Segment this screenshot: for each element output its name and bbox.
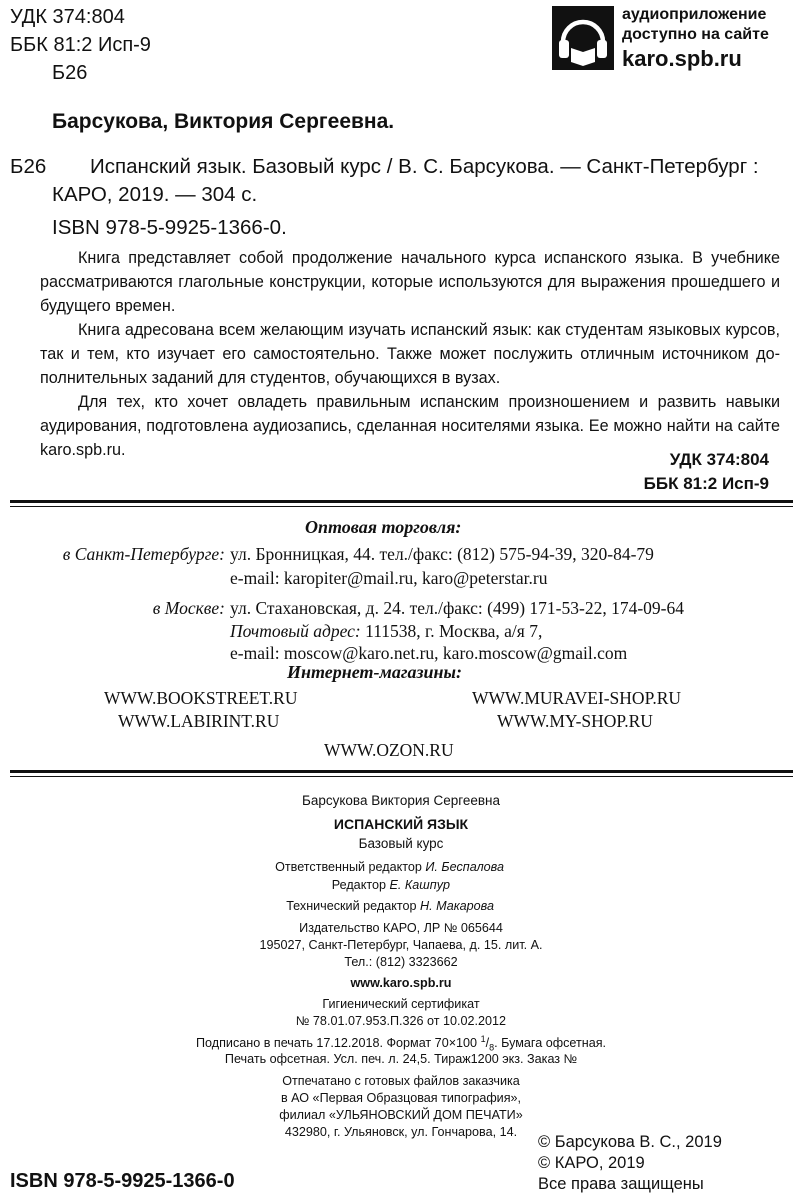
- publisher-address: 195027, Санкт-Петербург, Чапаева, д. 15. лит. А.: [259, 938, 543, 952]
- signed-text-b: . Бумага офсетная.: [494, 1036, 607, 1051]
- cert-number: № 78.01.07.953.П.326 от 10.02.2012: [295, 1014, 507, 1028]
- wholesale-title: Оптовая торговля:: [305, 517, 462, 537]
- headphones-book-icon: [552, 6, 614, 70]
- msk-postal-value: 111538, г. Москва, а/я 7,: [360, 621, 543, 641]
- divider-thin: [10, 506, 793, 507]
- imprint-subtitle: Базовый курс: [358, 836, 444, 851]
- msk-label: в Москве:: [152, 598, 225, 618]
- logo-line-1: аудиоприложение: [622, 6, 767, 23]
- msk-address: ул. Стахановская, д. 24. тел./факс: (499) 171-53-22, 174-09-64: [230, 598, 684, 618]
- editor-name: Е. Кашпур: [389, 878, 450, 892]
- footer-isbn: ISBN 978-5-9925-1366-0: [10, 1170, 235, 1192]
- shop-link-bookstreet[interactable]: WWW.BOOKSTREET.RU: [104, 688, 298, 708]
- udk-code-right: УДК 374:804: [669, 450, 769, 469]
- shops-title: Интернет-магазины:: [287, 662, 462, 682]
- publisher-phone: Тел.: (812) 3323662: [344, 955, 458, 969]
- spb-label: в Санкт-Петербурге:: [62, 544, 225, 564]
- imprint-author: Барсукова Виктория Сергеевна: [301, 793, 501, 808]
- tech-editor-name: Н. Макарова: [420, 899, 494, 913]
- shop-link-ozon[interactable]: WWW.OZON.RU: [324, 740, 454, 760]
- logo-site: karo.spb.ru: [622, 46, 742, 71]
- shop-link-muravei[interactable]: WWW.MURAVEI-SHOP.RU: [472, 688, 682, 708]
- copyright-publisher: © КАРО, 2019: [538, 1154, 645, 1172]
- bbk-code-right: ББК 81:2 Исп-9: [643, 474, 769, 493]
- msk-postal-label: Почтовый адрес:: [230, 621, 361, 641]
- format-fraction-den: 8: [489, 1042, 495, 1053]
- all-rights-reserved: Все права защищены: [538, 1175, 704, 1193]
- signed-line: Подписано в печать 17.12.2018. Формат 70×100 $^1/_8$. Бумага офсетная.: [195, 1034, 607, 1053]
- shop-link-labirint[interactable]: WWW.LABIRINT.RU: [118, 711, 280, 731]
- annotation-paragraph-3: Для тех, кто хочет овладеть правильным испанским произношением и развить навыки аудирования, подготовлена аудиозапись, сделанная носителями языка. Ее можно найти на сайте karo.spb.ru.: [40, 393, 780, 459]
- divider-thick: [10, 500, 793, 503]
- publisher-license: Издательство КАРО, ЛР № 065644: [299, 921, 503, 935]
- printed-line-4: 432980, г. Ульяновск, ул. Гончарова, 14.: [284, 1125, 518, 1139]
- divider-thick-2: [10, 770, 793, 773]
- msk-email: e-mail: moscow@karo.net.ru, karo.moscow@gmail.com: [230, 643, 628, 663]
- author-mark: Б26: [52, 62, 88, 84]
- divider-thin-2: [10, 776, 793, 777]
- bib-mark: Б26: [10, 155, 47, 178]
- editor: [150, 878, 450, 892]
- printed-line-1: Отпечатано с готовых файлов заказчика: [282, 1074, 520, 1088]
- bbk-code: ББК 81:2 Исп-9: [10, 34, 151, 56]
- print-details: Печать офсетная. Усл. печ. л. 24,5. Тираж1200 экз. Заказ №: [224, 1052, 578, 1066]
- bib-title-line: Испанский язык. Базовый курс / В. С. Барсукова. — Санкт-Петербург :: [90, 155, 759, 178]
- resp-editor-name: И. Беспалова: [425, 860, 504, 874]
- signed-text-a: Подписано в печать 17.12.2018. Формат 70×100: [195, 1036, 481, 1051]
- editor-label: Редактор: [331, 878, 386, 892]
- logo-line-2: доступно на сайте: [622, 26, 769, 43]
- publisher-website[interactable]: www.karo.spb.ru: [350, 976, 452, 990]
- resp-editor-label: Ответственный редактор: [275, 860, 422, 874]
- resp-editor: [150, 860, 504, 874]
- author-heading: Барсукова, Виктория Сергеевна.: [52, 110, 395, 133]
- printed-line-2: в АО «Первая Образцовая типография»,: [280, 1091, 522, 1105]
- spb-email: e-mail: karopiter@mail.ru, karo@peterstar.ru: [230, 568, 548, 588]
- imprint-title: ИСПАНСКИЙ ЯЗЫК: [333, 816, 469, 832]
- spb-address: ул. Бронницкая, 44. тел./факс: (812) 575-94-39, 320-84-79: [230, 544, 654, 564]
- annotation-paragraph-1: Книга представляет собой продолжение начального курса испанского языка. В учебнике рассматриваются глагольные конструкции, которые используются для выражения прошедшего и будущего времен.: [40, 249, 780, 315]
- printed-line-3: филиал «УЛЬЯНОВСКИЙ ДОМ ПЕЧАТИ»: [279, 1108, 523, 1122]
- bib-isbn: ISBN 978-5-9925-1366-0.: [52, 216, 287, 239]
- shop-link-myshop[interactable]: WWW.MY-SHOP.RU: [497, 711, 653, 731]
- cert-title: Гигиенический сертификат: [322, 997, 480, 1011]
- tech-editor-label: Технический редактор: [286, 899, 417, 913]
- annotation-paragraph-2: Книга адресована всем желающим изучать испанский язык: как студентам языковых курсов, так и тем, кто изучает его самостоятельно. Также может послужить отличным источником дополнительных заданий для студентов, обучающихся в вузах.: [40, 321, 780, 387]
- bib-publisher-line: КАРО, 2019. — 304 с.: [52, 183, 258, 206]
- msk-postal: [230, 621, 542, 642]
- copyright-author: © Барсукова В. С., 2019: [538, 1133, 722, 1151]
- tech-editor: [150, 899, 494, 913]
- udk-code: УДК 374:804: [10, 6, 125, 28]
- format-fraction-num: 1: [480, 1034, 486, 1044]
